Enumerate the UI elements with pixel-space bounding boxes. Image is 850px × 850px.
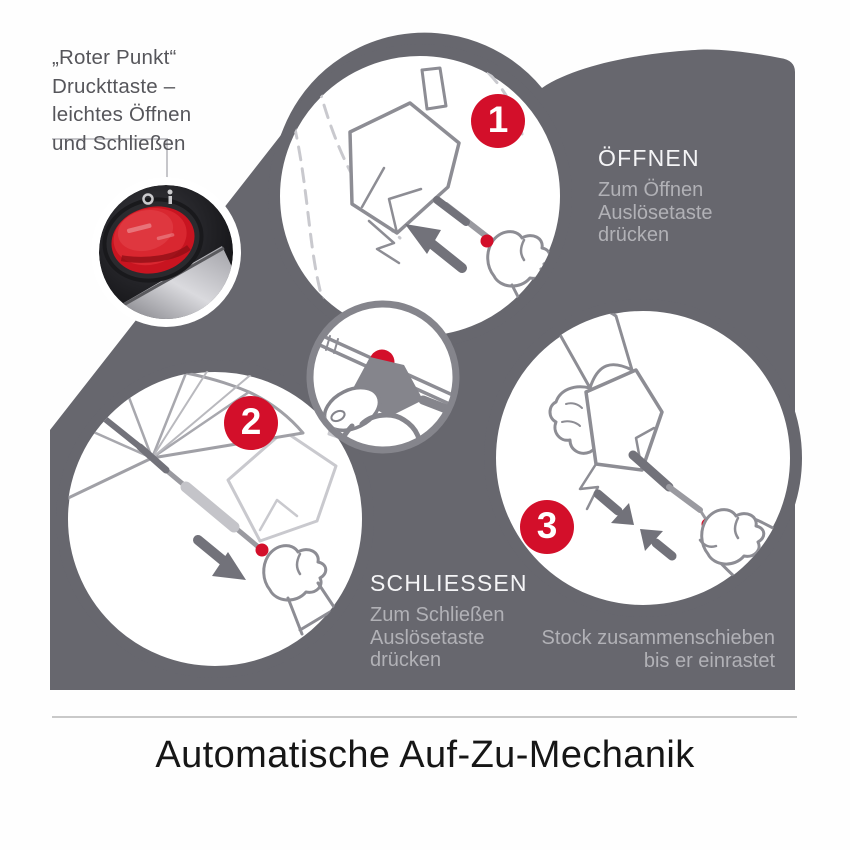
- step-2-text-line: Auslösetaste: [370, 626, 485, 649]
- note-line: „Roter Punkt“: [52, 46, 177, 69]
- note-line: und Schließen: [52, 131, 186, 155]
- step-1-text: [598, 179, 713, 247]
- separator-line: [52, 716, 797, 718]
- step-1-badge: 1: [471, 94, 525, 148]
- step-3-badge: 3: [520, 500, 574, 554]
- step-1-text-line: Zum Öffnen: [598, 179, 704, 201]
- step-1-heading: ÖFFNEN: [598, 145, 700, 171]
- step-2-text-line: Zum Schließen: [370, 604, 505, 626]
- step-1-text-line: Auslösetaste: [598, 201, 713, 224]
- step-3-text: [542, 627, 775, 673]
- page-title: Automatische Auf-Zu-Mechanik: [155, 734, 695, 776]
- note-line: Druckttaste –: [52, 74, 176, 98]
- step-2-heading: SCHLIESSEN: [370, 570, 528, 596]
- step-3-text-line: Stock zusammenschieben: [541, 627, 775, 649]
- red-button-photo: [91, 177, 241, 327]
- red-button-dot: [481, 235, 494, 248]
- step-1-text-line: drücken: [598, 224, 670, 246]
- step-2-badge: 2: [224, 396, 278, 450]
- step-2-text-line: drücken: [370, 649, 442, 671]
- step-1-illustration: [274, 47, 566, 342]
- red-dot-note: [52, 44, 191, 158]
- note-line: leichtes Öffnen: [52, 103, 192, 126]
- red-button-dot: [256, 544, 269, 557]
- step-2-text: [370, 604, 505, 672]
- step-3-text-line: bis er einrastet: [643, 650, 775, 672]
